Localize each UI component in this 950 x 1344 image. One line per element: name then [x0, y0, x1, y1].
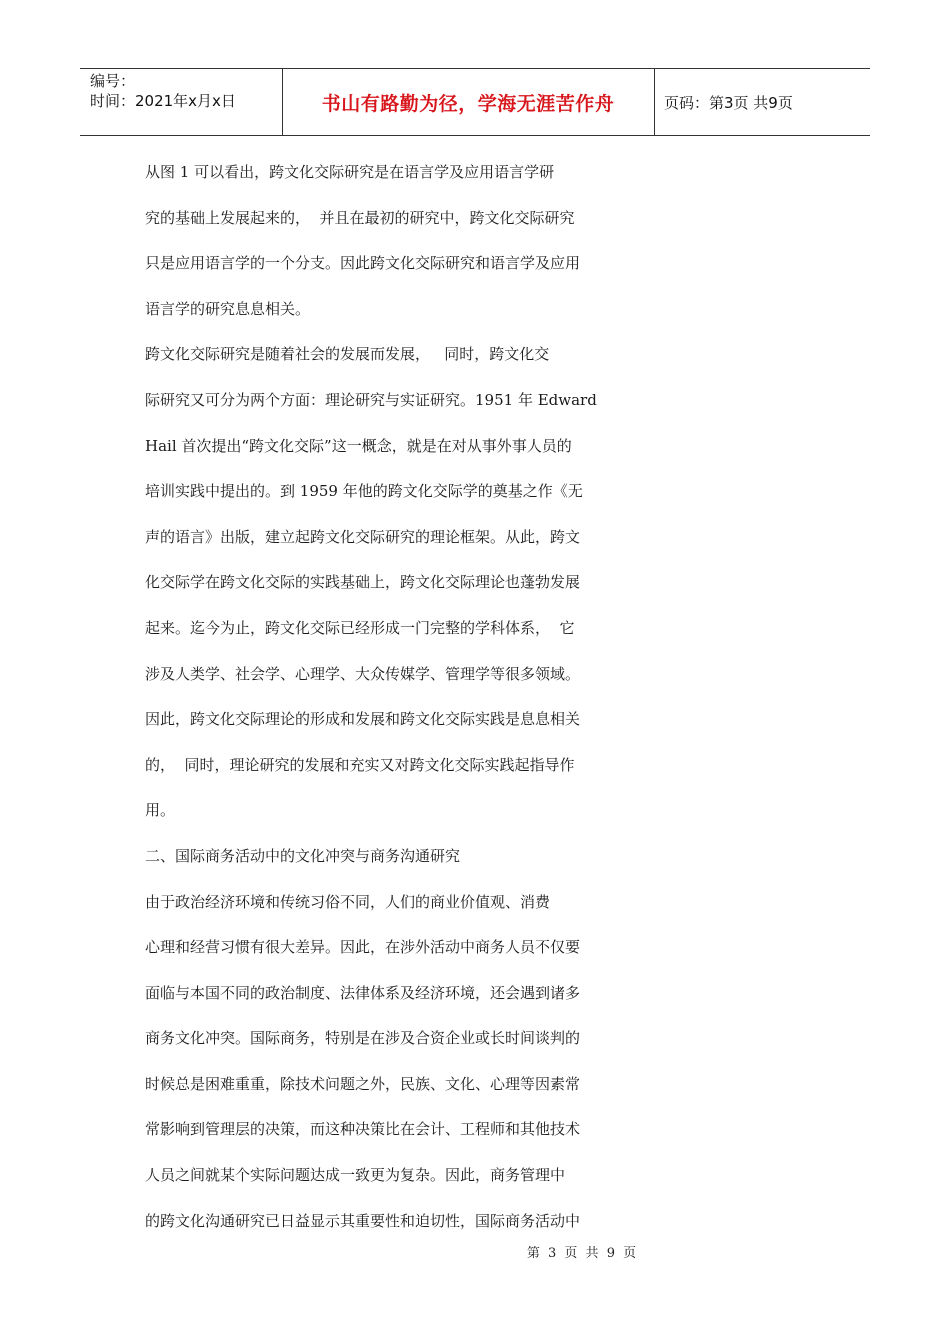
- body-line: 从图 1 可以看出，跨文化交际研究是在语言学及应用语言学研: [145, 163, 555, 181]
- document-body: [145, 150, 645, 1244]
- body-line: 只是应用语言学的一个分支。因此跨文化交际研究和语言学及应用: [145, 254, 581, 273]
- header-motto: 书山有路勤为径，学海无涯苦作舟: [321, 92, 615, 115]
- body-line: 心理和经营习惯有很大差异。因此，在涉外活动中商务人员不仅要: [145, 938, 581, 957]
- body-line: 培训实践中提出的。到 1959 年他的跨文化交际学的奠基之作《无: [145, 482, 583, 501]
- header-meta: [90, 71, 236, 111]
- body-line: 跨文化交际研究是随着社会的发展而发展， 同时，跨文化交: [145, 345, 550, 364]
- body-line: 的， 同时，理论研究的发展和充实又对跨文化交际实践起指导作: [145, 755, 575, 774]
- body-line: 声的语言》出版，建立起跨文化交际研究的理论框架。从此，跨文: [145, 527, 581, 546]
- header-page-label: 页码：第3页 共9页: [664, 93, 793, 112]
- header-time-label: 时间：2021年x月x日: [90, 92, 236, 110]
- body-line: 由于政治经济环境和传统习俗不同，人们的商业价值观、消费: [145, 892, 551, 911]
- body-line: 用。: [145, 801, 176, 820]
- body-line: 因此，跨文化交际理论的形成和发展和跨文化交际实践是息息相关: [145, 710, 581, 729]
- body-line: 语言学的研究息息相关。: [145, 299, 311, 318]
- section-heading: 二、国际商务活动中的文化冲突与商务沟通研究: [145, 846, 461, 865]
- body-line: 人员之间就某个实际问题达成一致更为复杂。因此，商务管理中: [145, 1166, 566, 1185]
- body-line: 际研究又可分为两个方面：理论研究与实证研究。1951 年 Edward: [145, 390, 597, 409]
- body-line: 面临与本国不同的政治制度、法律体系及经济环境，还会遇到诸多: [145, 983, 581, 1002]
- body-line: 起来。迄今为止，跨文化交际已经形成一门完整的学科体系， 它: [145, 618, 575, 637]
- page-footer: 第 3 页 共 9 页: [526, 1246, 639, 1261]
- page-header: [80, 68, 870, 136]
- body-line: 的跨文化沟通研究已日益显示其重要性和迫切性，国际商务活动中: [145, 1211, 581, 1230]
- body-line: 常影响到管理层的决策，而这种决策比在会计、工程师和其他技术: [145, 1120, 581, 1139]
- body-line: Hail 首次提出“跨文化交际”这一概念，就是在对从事外事人员的: [145, 436, 572, 455]
- header-number-label: 编号：: [90, 72, 136, 90]
- header-divider-right: [654, 69, 655, 135]
- body-line: 时候总是困难重重，除技术问题之外，民族、文化、心理等因素常: [145, 1074, 581, 1093]
- body-line: 究的基础上发展起来的， 并且在最初的研究中，跨文化交际研究: [145, 208, 575, 227]
- body-line: 商务文化冲突。国际商务，特别是在涉及合资企业或长时间谈判的: [145, 1029, 581, 1048]
- body-line: 化交际学在跨文化交际的实践基础上，跨文化交际理论也蓬勃发展: [145, 573, 581, 592]
- body-line: 涉及人类学、社会学、心理学、大众传媒学、管理学等很多领域。: [145, 664, 581, 683]
